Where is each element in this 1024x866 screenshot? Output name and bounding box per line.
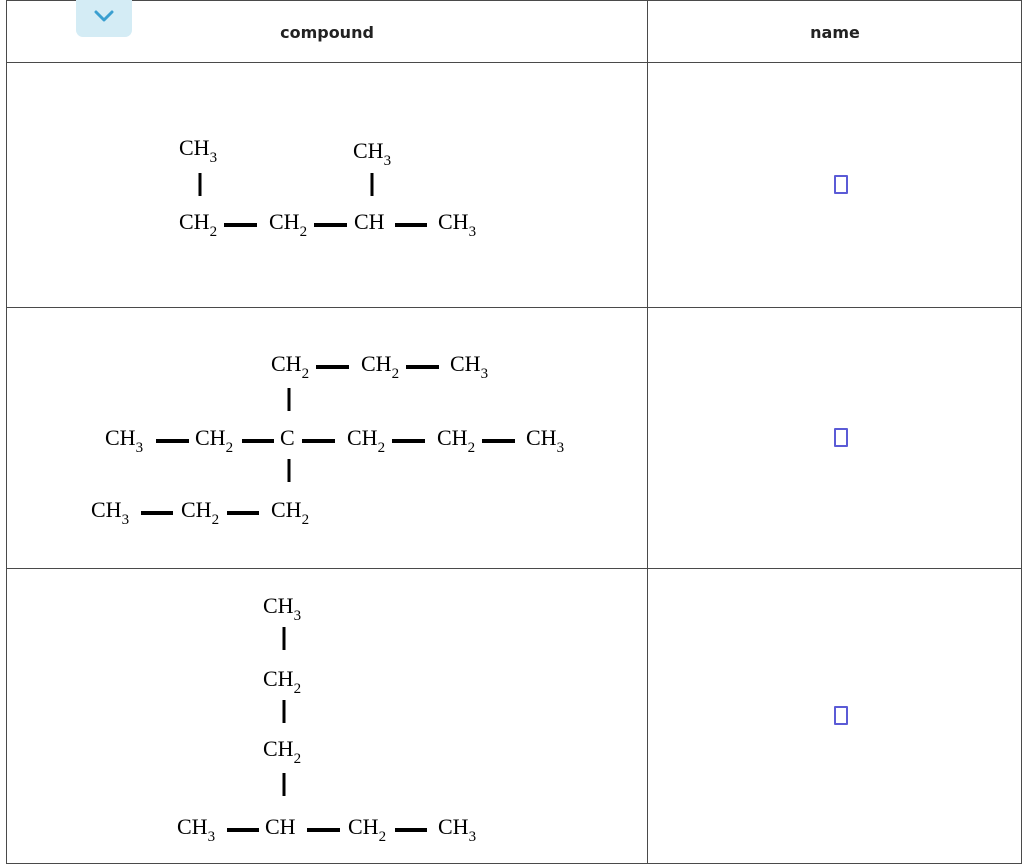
- group-ch2: $CH_2$: [181, 497, 220, 528]
- column-divider: [647, 1, 648, 863]
- group-ch3: $CH_3$: [353, 138, 392, 169]
- name-input-1[interactable]: [834, 175, 848, 194]
- group-ch3: $CH_3$: [105, 425, 144, 456]
- group-ch2: $CH_2$: [437, 425, 476, 456]
- group-ch2: $CH_2$: [269, 209, 308, 240]
- compound-structure-2: [7, 308, 647, 568]
- name-input-2[interactable]: [834, 428, 848, 447]
- compound-name-table: [6, 0, 1022, 864]
- group-ch2: $CH_2$: [263, 736, 302, 767]
- group-ch3: $CH_3$: [91, 497, 130, 528]
- compound-structure-1: [7, 63, 647, 307]
- group-ch3: $CH_3$: [438, 209, 477, 240]
- group-ch2: $CH_2$: [195, 425, 234, 456]
- group-c: C: [280, 425, 295, 450]
- compound-structure-3: [7, 569, 647, 865]
- group-ch2: $CH_2$: [271, 497, 310, 528]
- group-ch3: $CH_3$: [179, 135, 218, 166]
- header-name: name: [810, 23, 860, 42]
- group-ch3: $CH_3$: [177, 814, 216, 845]
- group-ch2: $CH_2$: [271, 351, 310, 382]
- group-ch2: $CH_2$: [263, 666, 302, 697]
- group-ch3: $CH_3$: [263, 593, 302, 624]
- group-ch3: $CH_3$: [450, 351, 489, 382]
- group-ch3: $CH_3$: [438, 814, 477, 845]
- name-input-3[interactable]: [834, 706, 848, 725]
- chevron-down-icon: [94, 10, 114, 24]
- group-ch2: $CH_2$: [347, 425, 386, 456]
- group-ch2: $CH_2$: [348, 814, 387, 845]
- group-ch2: $CH_2$: [179, 209, 218, 240]
- collapse-button[interactable]: [76, 0, 132, 37]
- group-ch3: $CH_3$: [526, 425, 565, 456]
- group-ch2: $CH_2$: [361, 351, 400, 382]
- header-compound: compound: [280, 23, 374, 42]
- group-ch: CH: [354, 209, 385, 234]
- group-ch: CH: [265, 814, 296, 839]
